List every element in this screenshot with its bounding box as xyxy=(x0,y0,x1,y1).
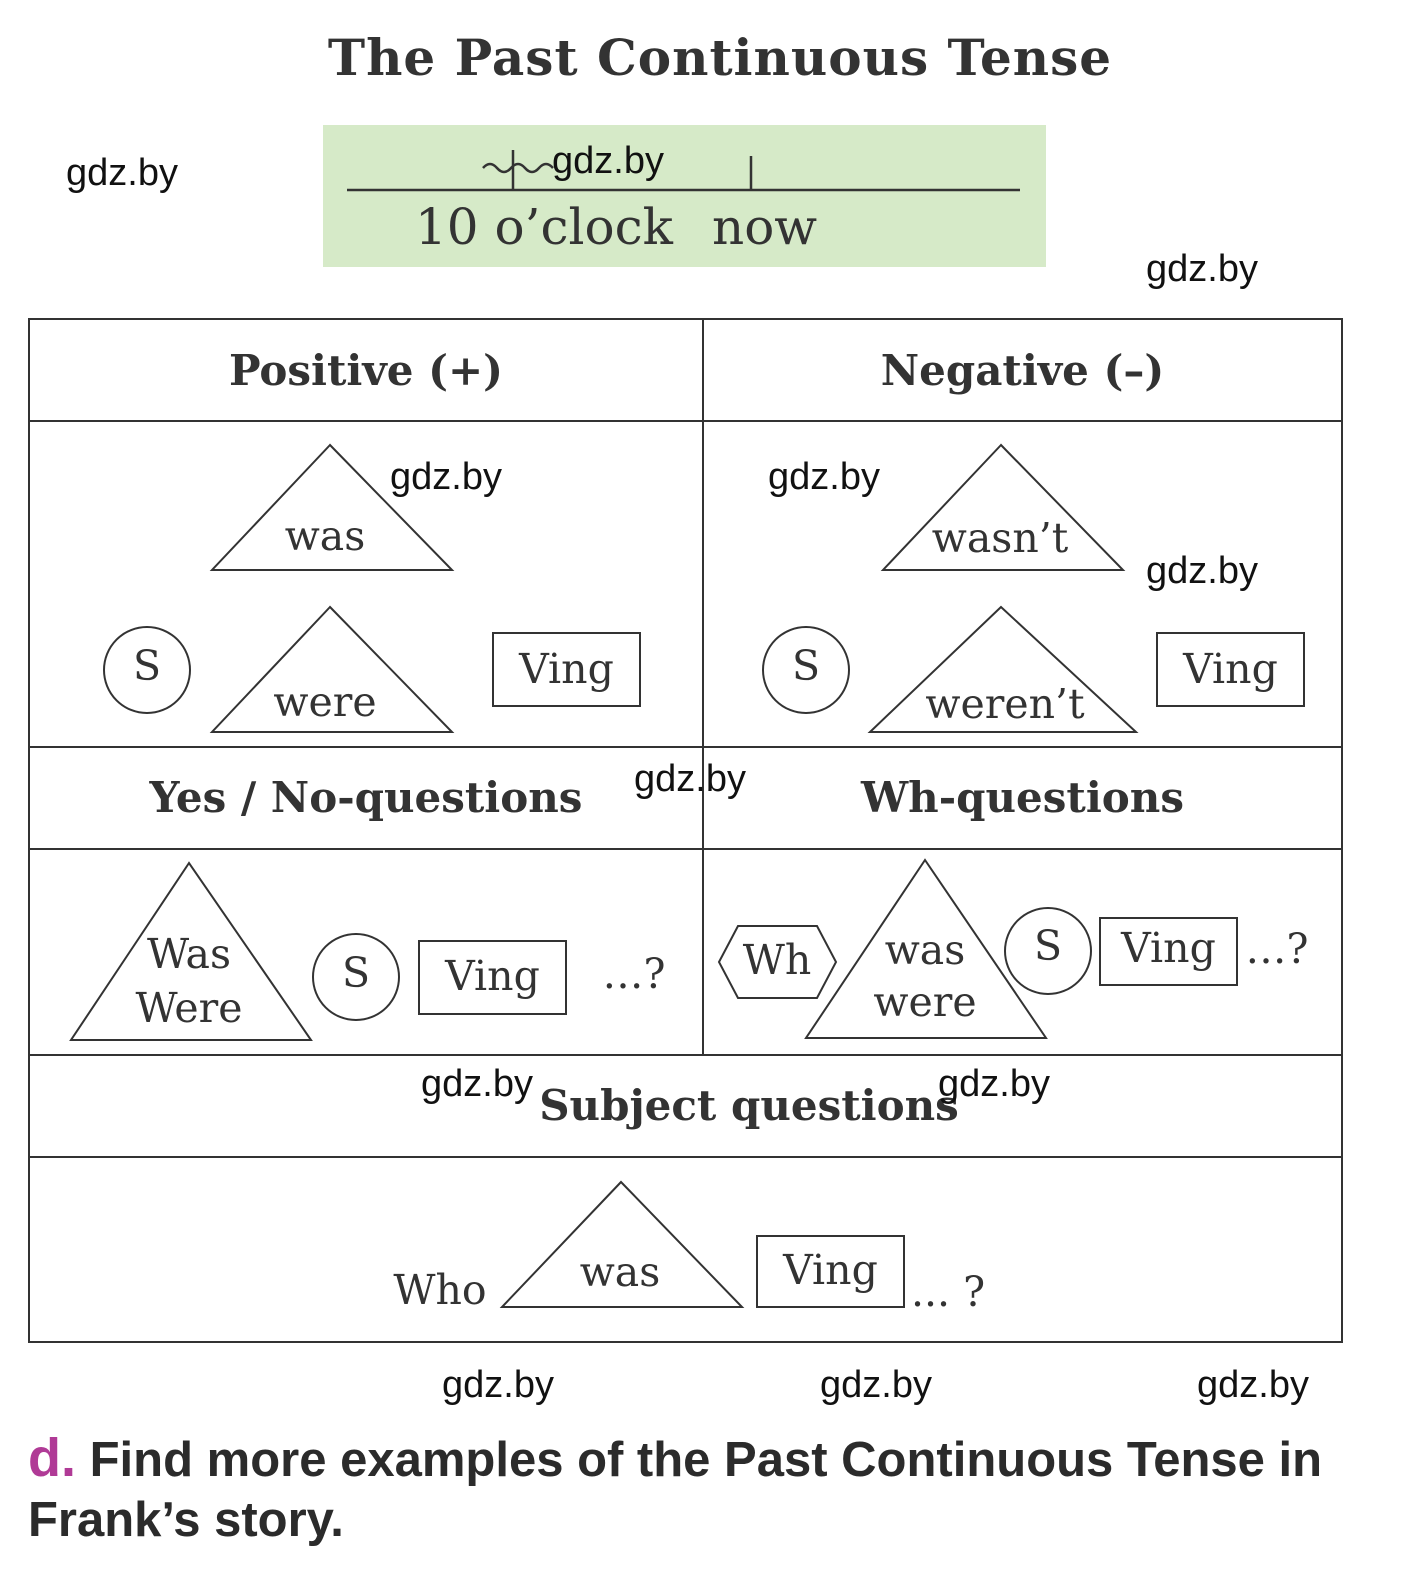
watermark: gdz.by xyxy=(1146,248,1258,290)
negative-aux-bottom-label: weren’t xyxy=(925,680,1085,728)
yesno-ending: …? xyxy=(602,950,666,998)
wh-word-label: Wh xyxy=(742,936,812,984)
watermark: gdz.by xyxy=(938,1063,1050,1105)
subjectq-verb-label: Ving xyxy=(783,1246,878,1294)
positive-header: Positive (+) xyxy=(228,346,504,395)
subjectq-who-label: Who xyxy=(393,1266,487,1314)
subjectq-aux-label: was xyxy=(579,1248,661,1296)
wh-verb-label: Ving xyxy=(1121,924,1216,972)
watermark: gdz.by xyxy=(552,140,664,182)
wh-subject-label: S xyxy=(1033,922,1063,970)
task-instruction xyxy=(28,1428,1388,1550)
timeline-label-past: 10 o’clock xyxy=(415,198,673,256)
task-text: Find more examples of the Past Continuous Tense in Frank’s story. xyxy=(28,1433,1323,1547)
wh-aux-top-label: was xyxy=(884,926,966,974)
timeline-wave xyxy=(483,164,553,172)
positive-aux-bottom-label: were xyxy=(273,678,377,726)
watermark: gdz.by xyxy=(66,152,178,194)
watermark: gdz.by xyxy=(1197,1364,1309,1406)
watermark: gdz.by xyxy=(442,1364,554,1406)
wh-aux-bottom-label: were xyxy=(873,978,977,1026)
timeline-label-now: now xyxy=(712,198,818,256)
page-title: The Past Continuous Tense xyxy=(327,28,1113,87)
subject-questions-header: Subject questions xyxy=(539,1081,959,1130)
yesno-subject-label: S xyxy=(341,949,371,997)
wh-header: Wh-questions xyxy=(861,773,1184,822)
watermark: gdz.by xyxy=(390,456,502,498)
timeline xyxy=(347,150,1020,190)
watermark: gdz.by xyxy=(820,1364,932,1406)
yesno-header: Yes / No-questions xyxy=(149,773,583,822)
yesno-aux-bottom-label: Were xyxy=(135,984,243,1032)
task-letter: d. xyxy=(28,1428,76,1488)
positive-aux-top-label: was xyxy=(284,512,366,560)
yesno-verb-label: Ving xyxy=(445,952,540,1000)
watermark: gdz.by xyxy=(634,758,746,800)
watermark: gdz.by xyxy=(768,456,880,498)
positive-verb-label: Ving xyxy=(519,645,614,693)
table-grid xyxy=(29,319,1342,1342)
wh-ending: …? xyxy=(1245,925,1309,973)
negative-aux-top-label: wasn’t xyxy=(931,514,1069,562)
subjectq-ending: ... ? xyxy=(910,1268,986,1316)
yesno-aux-top-label: Was xyxy=(146,930,232,978)
negative-header: Negative (–) xyxy=(880,346,1165,395)
watermark: gdz.by xyxy=(421,1063,533,1105)
negative-subject-label: S xyxy=(791,642,821,690)
table-outline xyxy=(29,319,1342,1342)
negative-verb-label: Ving xyxy=(1183,645,1278,693)
positive-subject-label: S xyxy=(132,642,162,690)
watermark: gdz.by xyxy=(1146,550,1258,592)
